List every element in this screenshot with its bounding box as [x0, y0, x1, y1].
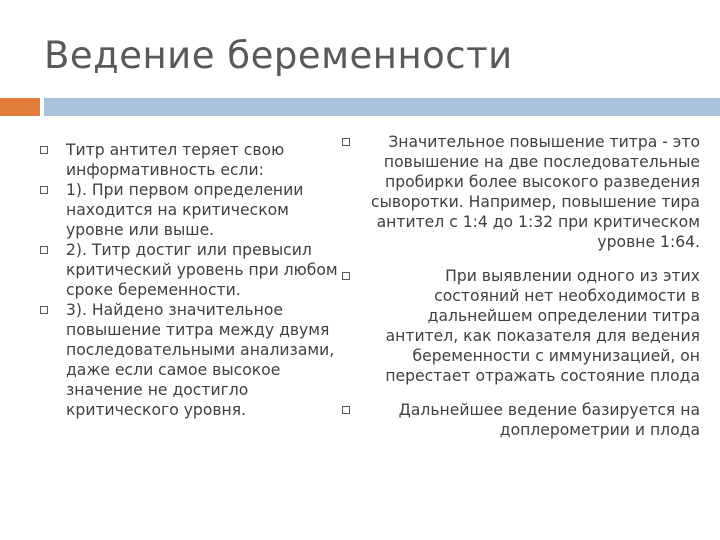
square-bullet-icon — [40, 306, 48, 314]
right-column — [340, 132, 700, 440]
list-item — [38, 240, 338, 300]
title-accent-bar — [0, 98, 720, 116]
square-bullet-icon — [342, 406, 350, 414]
list-item-text: 3). Найдено значительное повышение титра между двумя последовательными анализами, даже если самое высокое значение не достигло критического уровня. — [66, 301, 335, 419]
square-bullet-icon — [40, 186, 48, 194]
list-item — [38, 140, 338, 180]
slide-title: Ведение беременности — [44, 34, 513, 77]
list-item-text: Дальнейшее ведение базируется на доплерометрии и плода — [398, 401, 700, 439]
square-bullet-icon — [40, 246, 48, 254]
square-bullet-icon — [342, 138, 350, 146]
list-item — [340, 132, 700, 252]
square-bullet-icon — [40, 146, 48, 154]
accent-bar-blue — [44, 98, 720, 116]
list-item-text: 2). Титр достиг или превысил критический уровень при любом сроке беременности. — [66, 241, 338, 299]
list-item-text: При выявлении одного из этих состояний нет необходимости в дальнейшем определении титра антител, как показателя для ведения беременности с иммунизацией, он перестает отражать состояние плода — [385, 267, 700, 385]
list-item-text: 1). При первом определении находится на критическом уровне или выше. — [66, 181, 304, 239]
list-item — [38, 300, 338, 420]
list-item — [38, 180, 338, 240]
list-item — [340, 400, 700, 440]
square-bullet-icon — [342, 272, 350, 280]
list-item-text: Титр антител теряет свою информативность если: — [66, 141, 285, 179]
list-item-text: Значительное повышение титра - это повышение на две последовательные пробирки более высокого разведения сыворотки. Например, повышение тира антител с 1:4 до 1:32 при критическом уровне 1:64. — [371, 133, 700, 251]
left-column — [38, 140, 338, 420]
list-item — [340, 266, 700, 386]
accent-bar-orange — [0, 98, 40, 116]
